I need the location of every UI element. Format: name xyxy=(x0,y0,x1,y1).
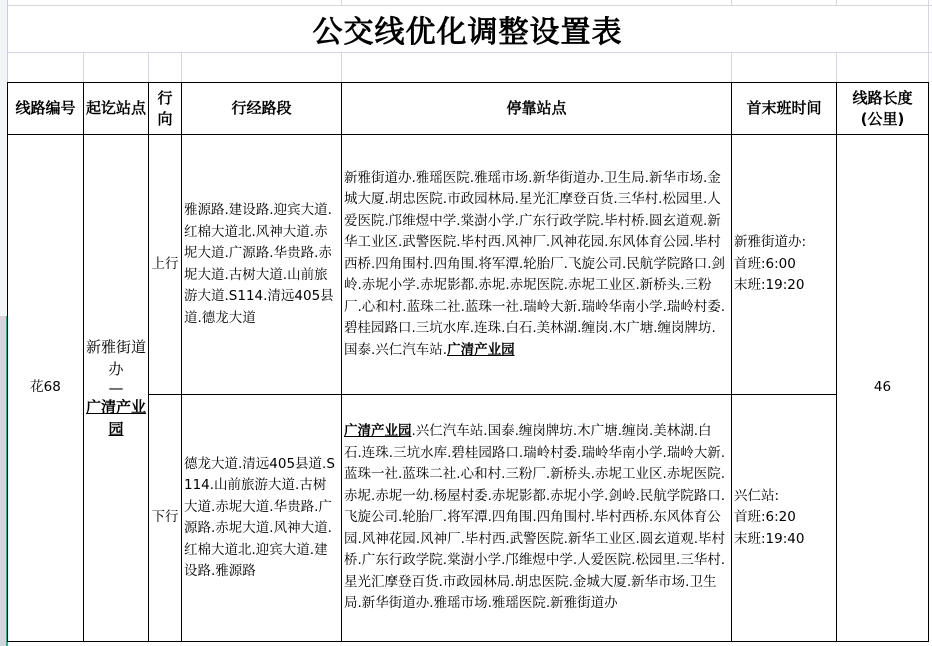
gridline xyxy=(181,52,182,82)
route-no-cell[interactable]: 花68 xyxy=(8,135,84,642)
header-stops[interactable]: 停靠站点 xyxy=(342,83,732,135)
stops-upbound-terminal: 广清产业园 xyxy=(447,341,515,358)
terminal-start: 新雅街道办 xyxy=(86,338,147,378)
gridline xyxy=(731,52,732,82)
gridline xyxy=(341,52,342,82)
times-upbound-station: 新雅街道办: xyxy=(734,234,807,251)
times-downbound-last: 末班:19:40 xyxy=(734,530,805,547)
gridline xyxy=(148,52,149,82)
header-row xyxy=(8,83,929,135)
header-times[interactable]: 首末班时间 xyxy=(732,83,837,135)
header-route-no[interactable]: 线路编号 xyxy=(8,83,84,135)
times-upbound[interactable] xyxy=(732,135,837,395)
terminal-separator: — xyxy=(108,379,124,397)
gridline xyxy=(83,52,84,82)
times-downbound[interactable] xyxy=(732,395,837,642)
header-roads[interactable]: 行经路段 xyxy=(182,83,342,135)
times-downbound-first: 首班:6:20 xyxy=(734,509,796,526)
route-table xyxy=(7,82,929,642)
roads-downbound[interactable]: 德龙大道.清远405县道.S114.山前旅游大道.古树大道.赤坭大道.华贵路.广源路.赤坭大道.风神大道.红棉大道北.迎宾大道.建设路.雅源路 xyxy=(182,395,342,642)
gridline xyxy=(928,0,929,82)
times-upbound-last: 末班:19:20 xyxy=(734,277,805,294)
table-row-upbound xyxy=(8,135,929,395)
times-upbound-first: 首班:6:00 xyxy=(734,255,796,272)
terminals-cell[interactable] xyxy=(84,135,149,642)
page-title: 公交线优化调整设置表 xyxy=(312,14,623,50)
header-length[interactable] xyxy=(837,83,929,135)
stops-upbound-list: 新雅街道办.雅瑶医院.雅瑶市场.新华街道办.卫生局.新华市场.金城大厦.胡忠医院.市政园林局.星光汇摩登百货.三华村.松园里.人爱医院.邝维煜中学.棠澍小学.广东行政学院.毕村桥.圆玄道观.新华工业区.武警医院.毕村西.风神厂.风神花园.东风体育公园.毕村西桥.四角围村.四角围.将军潭.轮胎厂.飞旋公司.民航学院路口.剑岭.赤坭小学.赤坭影都.赤坭.赤坭医院.赤坭工业区.新桥头.三粉厂.心和村.蓝珠二社.蓝珠一社.瑞岭大新.瑞岭华南小学.瑞岭村委.碧桂园路口.三坑水库.连珠.白石.美林湖.缠岗.木广塘.缠岗牌坊.国泰.兴仁汽车站. xyxy=(344,169,726,358)
header-direction[interactable]: 行向 xyxy=(149,83,182,135)
stops-upbound[interactable] xyxy=(342,135,732,395)
length-cell[interactable]: 46 xyxy=(837,135,929,642)
direction-downbound[interactable]: 下行 xyxy=(149,395,182,642)
terminal-end: 广清产业园 xyxy=(86,398,147,438)
gridline xyxy=(836,52,837,82)
header-length-line1: 线路长度 xyxy=(852,88,913,107)
stops-downbound[interactable] xyxy=(342,395,732,642)
stops-downbound-terminal: 广清产业园 xyxy=(344,423,412,440)
header-terminals[interactable]: 起讫站点 xyxy=(84,83,149,135)
direction-upbound[interactable]: 上行 xyxy=(149,135,182,395)
header-length-line2: (公里) xyxy=(860,109,905,128)
stops-downbound-list: .兴仁汽车站.国泰.缠岗牌坊.木广塘.缠岗.美林湖.白石.连珠.三坑水库.碧桂园路口.瑞岭村委.瑞岭华南小学.瑞岭大新.蓝珠一社.蓝珠二社.心和村.三粉厂.新桥头.赤坭工业区.赤坭医院.赤坭.赤坭一幼.杨屋村委.赤坭影都.赤坭小学.剑岭.民航学院路口.飞旋公司.轮胎厂.将军潭.四角围.四角围村.毕村西桥.东风体育公园.风神花园.风神厂.毕村西.武警医院.新华工业区.圆玄道观.毕村桥.广东行政学院.棠澍小学.邝维煜中学.人爱医院.松园里.三华村.星光汇摩登百货.市政园林局.胡忠医院.金城大厦.新华市场.卫生局.新华街道办.雅瑶市场.雅瑶医院.新雅街道办 xyxy=(344,423,726,612)
times-downbound-station: 兴仁站: xyxy=(734,487,780,504)
gridline xyxy=(7,52,932,53)
roads-upbound[interactable]: 雅源路.建设路.迎宾大道.红棉大道北.风神大道.赤坭大道.广源路.华贵路.赤坭大道.古树大道.山前旅游大道.S114.清远405县道.德龙大道 xyxy=(182,135,342,395)
